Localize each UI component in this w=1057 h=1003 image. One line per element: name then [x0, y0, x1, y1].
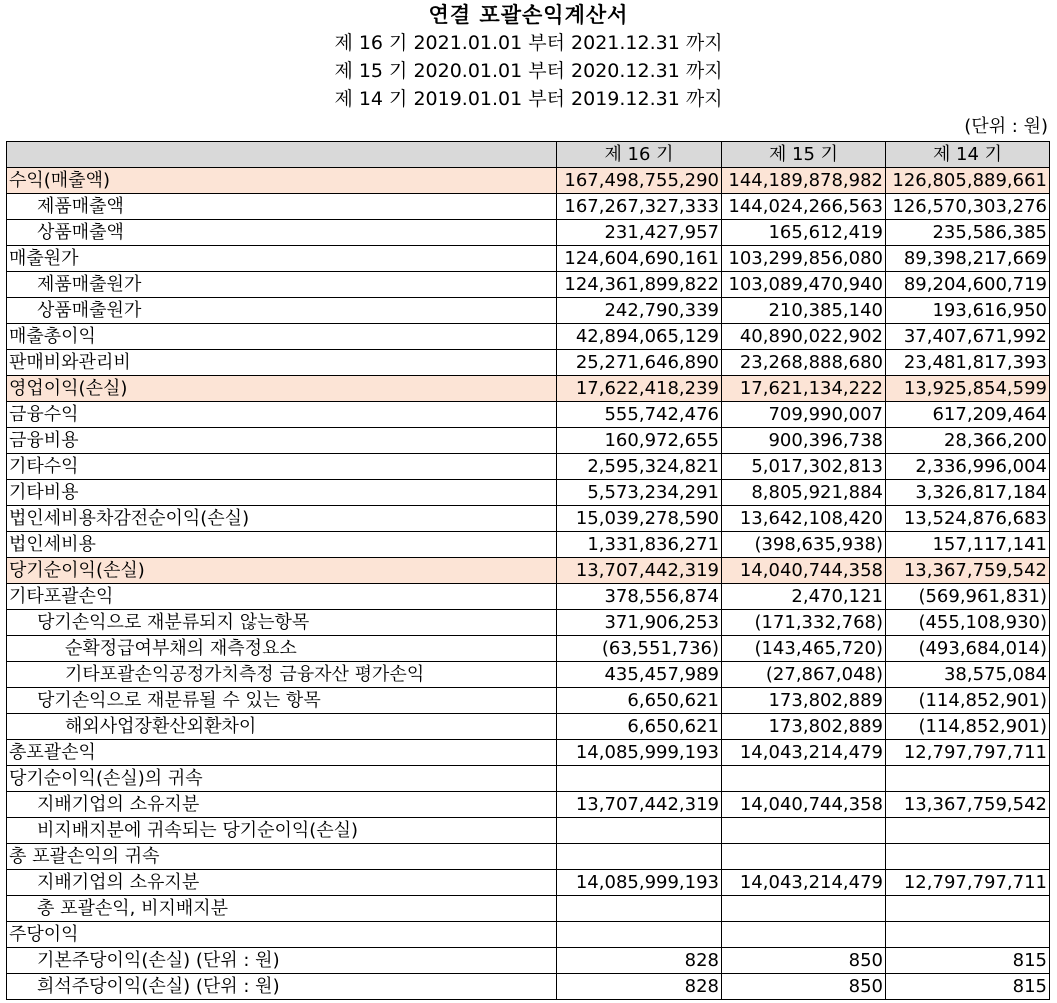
value-cell-16: 14,085,999,193	[557, 870, 722, 896]
statement-rows	[7, 168, 1050, 1000]
table-row	[7, 766, 1050, 792]
value-cell-15: 850	[722, 974, 886, 1000]
table-row	[7, 272, 1050, 298]
table-row	[7, 714, 1050, 740]
value-cell-16: 42,894,065,129	[557, 324, 722, 350]
row-label: 희석주당이익(손실) (단위 : 원)	[7, 974, 557, 1000]
value-cell-16	[557, 818, 722, 844]
value-cell-15: 144,024,266,563	[722, 194, 886, 220]
value-cell-16: 167,267,327,333	[557, 194, 722, 220]
table-row	[7, 584, 1050, 610]
value-cell-15	[722, 922, 886, 948]
value-cell-16: 2,595,324,821	[557, 454, 722, 480]
row-label: 총포괄손익	[7, 740, 557, 766]
table-row	[7, 246, 1050, 272]
value-cell-16: 371,906,253	[557, 610, 722, 636]
value-cell-14: 157,117,141	[886, 532, 1050, 558]
table-row	[7, 636, 1050, 662]
value-cell-15: 103,089,470,940	[722, 272, 886, 298]
row-label: 주당이익	[7, 922, 557, 948]
value-cell-16: 160,972,655	[557, 428, 722, 454]
value-cell-16: 231,427,957	[557, 220, 722, 246]
value-cell-14: 815	[886, 974, 1050, 1000]
value-cell-14: 28,366,200	[886, 428, 1050, 454]
value-cell-16: 124,361,899,822	[557, 272, 722, 298]
value-cell-14: 12,797,797,711	[886, 870, 1050, 896]
value-cell-16	[557, 922, 722, 948]
value-cell-16: 167,498,755,290	[557, 168, 722, 194]
unit-label: (단위 : 원)	[964, 116, 1048, 137]
row-label: 매출원가	[7, 246, 557, 272]
period-line-15: 제 15 기 2020.01.01 부터 2020.12.31 까지	[334, 60, 723, 82]
table-row	[7, 454, 1050, 480]
row-label: 지배기업의 소유지분	[7, 870, 557, 896]
value-cell-15: (143,465,720)	[722, 636, 886, 662]
table-row	[7, 870, 1050, 896]
table-row	[7, 480, 1050, 506]
value-cell-16	[557, 766, 722, 792]
value-cell-14: 235,586,385	[886, 220, 1050, 246]
value-cell-14: 89,398,217,669	[886, 246, 1050, 272]
table-row	[7, 844, 1050, 870]
value-cell-16: 828	[557, 948, 722, 974]
row-label: 당기순이익(손실)	[7, 558, 557, 584]
row-label: 금융수익	[7, 402, 557, 428]
value-cell-15: 173,802,889	[722, 714, 886, 740]
row-label: 판매비와관리비	[7, 350, 557, 376]
value-cell-14: (114,852,901)	[886, 714, 1050, 740]
value-cell-15: 5,017,302,813	[722, 454, 886, 480]
row-label: 영업이익(손실)	[7, 376, 557, 402]
row-label: 기타포괄손익	[7, 584, 557, 610]
value-cell-15: 17,621,134,222	[722, 376, 886, 402]
value-cell-14: (114,852,901)	[886, 688, 1050, 714]
value-cell-14: (455,108,930)	[886, 610, 1050, 636]
value-cell-16: 1,331,836,271	[557, 532, 722, 558]
value-cell-14: 12,797,797,711	[886, 740, 1050, 766]
table-row	[7, 792, 1050, 818]
row-label: 비지배지분에 귀속되는 당기순이익(손실)	[7, 818, 557, 844]
table-row	[7, 298, 1050, 324]
row-label: 수익(매출액)	[7, 168, 557, 194]
row-label: 당기순이익(손실)의 귀속	[7, 766, 557, 792]
value-cell-14: 37,407,671,992	[886, 324, 1050, 350]
value-cell-15	[722, 818, 886, 844]
table-row	[7, 350, 1050, 376]
value-cell-15: 14,040,744,358	[722, 558, 886, 584]
value-cell-16: 13,707,442,319	[557, 792, 722, 818]
table-row	[7, 324, 1050, 350]
table-row	[7, 220, 1050, 246]
value-cell-15: 23,268,888,680	[722, 350, 886, 376]
value-cell-15: 8,805,921,884	[722, 480, 886, 506]
row-label: 당기손익으로 재분류되지 않는항목	[7, 610, 557, 636]
value-cell-15	[722, 896, 886, 922]
value-cell-14	[886, 844, 1050, 870]
value-cell-15: 900,396,738	[722, 428, 886, 454]
value-cell-14: 617,209,464	[886, 402, 1050, 428]
value-cell-14: 13,367,759,542	[886, 792, 1050, 818]
row-label: 기본주당이익(손실) (단위 : 원)	[7, 948, 557, 974]
row-label: 제품매출액	[7, 194, 557, 220]
value-cell-15: (398,635,938)	[722, 532, 886, 558]
value-cell-15: 13,642,108,420	[722, 506, 886, 532]
value-cell-16: 378,556,874	[557, 584, 722, 610]
table-row	[7, 896, 1050, 922]
value-cell-16: 15,039,278,590	[557, 506, 722, 532]
row-label: 기타수익	[7, 454, 557, 480]
table-row	[7, 610, 1050, 636]
value-cell-14: 3,326,817,184	[886, 480, 1050, 506]
value-cell-15: 210,385,140	[722, 298, 886, 324]
row-label: 기타비용	[7, 480, 557, 506]
value-cell-15: (171,332,768)	[722, 610, 886, 636]
row-label: 금융비용	[7, 428, 557, 454]
value-cell-14: 13,925,854,599	[886, 376, 1050, 402]
value-cell-16: 828	[557, 974, 722, 1000]
value-cell-14: 193,616,950	[886, 298, 1050, 324]
value-cell-14: 13,367,759,542	[886, 558, 1050, 584]
header-row	[7, 142, 1050, 168]
value-cell-14	[886, 766, 1050, 792]
value-cell-15: 173,802,889	[722, 688, 886, 714]
value-cell-16: 6,650,621	[557, 688, 722, 714]
row-label: 총 포괄손익의 귀속	[7, 844, 557, 870]
table-row	[7, 740, 1050, 766]
value-cell-14	[886, 922, 1050, 948]
value-cell-16: 242,790,339	[557, 298, 722, 324]
row-label: 당기손익으로 재분류될 수 있는 항목	[7, 688, 557, 714]
row-label: 상품매출원가	[7, 298, 557, 324]
value-cell-16: 555,742,476	[557, 402, 722, 428]
value-cell-16: 13,707,442,319	[557, 558, 722, 584]
value-cell-14: (493,684,014)	[886, 636, 1050, 662]
value-cell-15: 165,612,419	[722, 220, 886, 246]
table-row	[7, 974, 1050, 1000]
statement-title: 연결 포괄손익계산서	[428, 3, 629, 27]
table-row	[7, 662, 1050, 688]
value-cell-15	[722, 844, 886, 870]
value-cell-14: 89,204,600,719	[886, 272, 1050, 298]
row-label: 지배기업의 소유지분	[7, 792, 557, 818]
value-cell-14: 126,805,889,661	[886, 168, 1050, 194]
value-cell-14: 23,481,817,393	[886, 350, 1050, 376]
value-cell-14: 815	[886, 948, 1050, 974]
value-cell-15: 2,470,121	[722, 584, 886, 610]
column-header-14: 제 14 기	[886, 142, 1050, 168]
value-cell-14: 2,336,996,004	[886, 454, 1050, 480]
value-cell-16: (63,551,736)	[557, 636, 722, 662]
value-cell-16	[557, 896, 722, 922]
column-header-16: 제 16 기	[557, 142, 722, 168]
value-cell-16: 14,085,999,193	[557, 740, 722, 766]
row-label: 순확정급여부채의 재측정요소	[7, 636, 557, 662]
row-label: 총 포괄손익, 비지배지분	[7, 896, 557, 922]
row-label: 법인세비용	[7, 532, 557, 558]
income-statement-table	[6, 141, 1050, 1000]
row-label: 매출총이익	[7, 324, 557, 350]
value-cell-15: 850	[722, 948, 886, 974]
header-corner	[7, 142, 557, 168]
table-row	[7, 558, 1050, 584]
value-cell-14	[886, 818, 1050, 844]
column-header-15: 제 15 기	[722, 142, 886, 168]
value-cell-15: 14,043,214,479	[722, 740, 886, 766]
value-cell-16: 435,457,989	[557, 662, 722, 688]
value-cell-15: 14,040,744,358	[722, 792, 886, 818]
value-cell-15: 144,189,878,982	[722, 168, 886, 194]
table-row	[7, 194, 1050, 220]
row-label: 상품매출액	[7, 220, 557, 246]
value-cell-16: 124,604,690,161	[557, 246, 722, 272]
table-row	[7, 922, 1050, 948]
row-label: 법인세비용차감전순이익(손실)	[7, 506, 557, 532]
value-cell-16: 5,573,234,291	[557, 480, 722, 506]
value-cell-14: (569,961,831)	[886, 584, 1050, 610]
value-cell-16	[557, 844, 722, 870]
value-cell-16: 25,271,646,890	[557, 350, 722, 376]
table-row	[7, 948, 1050, 974]
table-row	[7, 688, 1050, 714]
table-row	[7, 402, 1050, 428]
value-cell-14: 38,575,084	[886, 662, 1050, 688]
value-cell-15: (27,867,048)	[722, 662, 886, 688]
table-row	[7, 376, 1050, 402]
value-cell-16: 6,650,621	[557, 714, 722, 740]
table-row	[7, 428, 1050, 454]
value-cell-15: 709,990,007	[722, 402, 886, 428]
value-cell-14	[886, 896, 1050, 922]
value-cell-14: 13,524,876,683	[886, 506, 1050, 532]
table-row	[7, 506, 1050, 532]
row-label: 해외사업장환산외환차이	[7, 714, 557, 740]
row-label: 제품매출원가	[7, 272, 557, 298]
value-cell-15: 103,299,856,080	[722, 246, 886, 272]
table-row	[7, 818, 1050, 844]
value-cell-15: 40,890,022,902	[722, 324, 886, 350]
row-label: 기타포괄손익공정가치측정 금융자산 평가손익	[7, 662, 557, 688]
period-line-16: 제 16 기 2021.01.01 부터 2021.12.31 까지	[334, 32, 723, 54]
table-row	[7, 532, 1050, 558]
table-row	[7, 168, 1050, 194]
value-cell-14: 126,570,303,276	[886, 194, 1050, 220]
value-cell-16: 17,622,418,239	[557, 376, 722, 402]
period-line-14: 제 14 기 2019.01.01 부터 2019.12.31 까지	[334, 88, 723, 110]
value-cell-15: 14,043,214,479	[722, 870, 886, 896]
value-cell-15	[722, 766, 886, 792]
